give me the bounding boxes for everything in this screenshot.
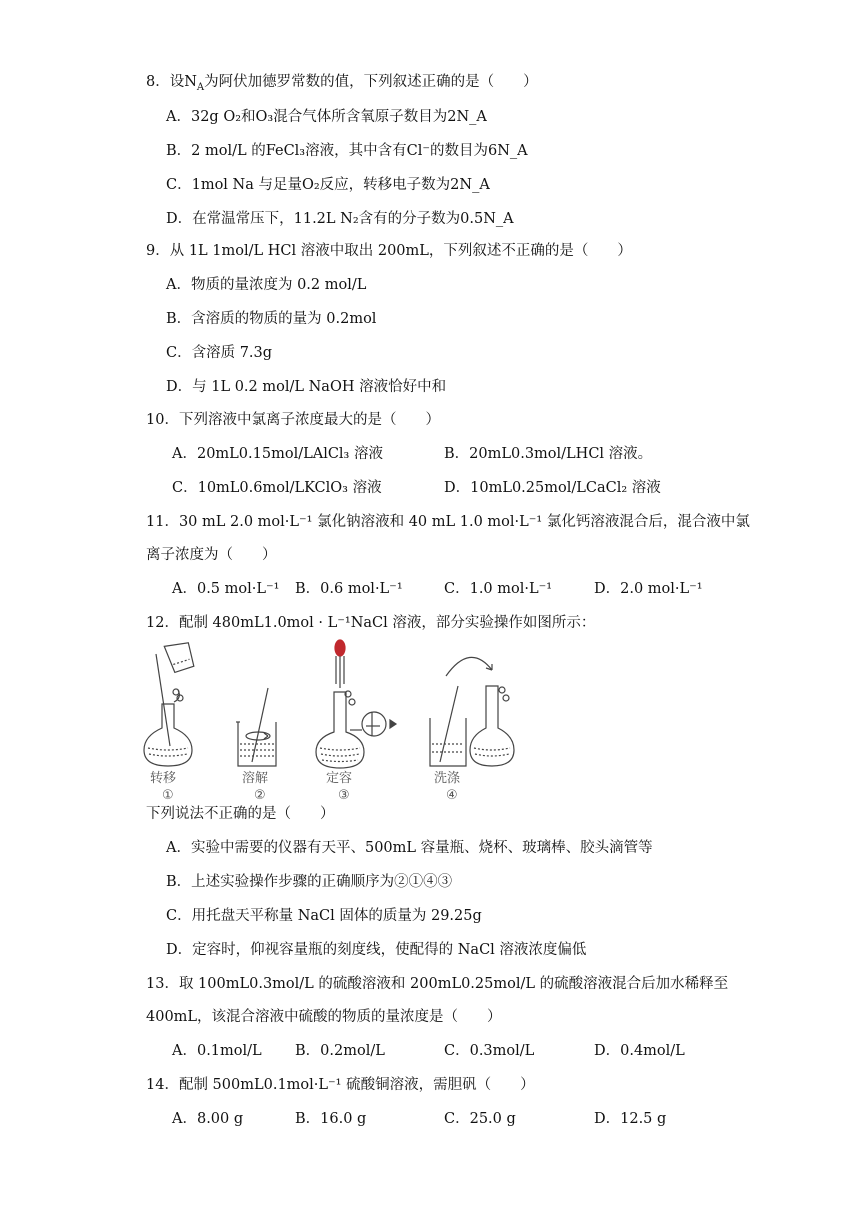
q9-option-a: A．物质的量浓度为 0.2 mol/L <box>166 277 367 293</box>
q11-option-c: C．1.0 mol·L⁻¹ <box>444 581 553 597</box>
q9-option-c: C．含溶质 7.3g <box>166 345 273 361</box>
q11-option-b: B．0.6 mol·L⁻¹ <box>295 581 403 597</box>
q10-option-c: C．10mL0.6mol/LKClO₃ 溶液 <box>172 480 382 496</box>
step-number-3: ③ <box>338 788 350 803</box>
q14-option-c: C．25.0 g <box>444 1111 516 1127</box>
step-number-4: ④ <box>446 788 458 803</box>
q8-option-b: B．2 mol/L 的FeCl₃溶液，其中含有Cl⁻的数目为6N_A <box>166 143 528 159</box>
q11-option-d: D．2.0 mol·L⁻¹ <box>594 581 703 597</box>
q10-stem: 10．下列溶液中氯离子浓度最大的是（ ） <box>146 412 440 428</box>
q12-option-c: C．用托盘天平称量 NaCl 固体的质量为 29.25g <box>166 908 482 924</box>
q12-prompt: 下列说法不正确的是（ ） <box>146 806 335 822</box>
q12-option-d: D．定容时，仰视容量瓶的刻度线，使配得的 NaCl 溶液浓度偏低 <box>166 942 587 958</box>
step-number-1: ① <box>162 788 174 803</box>
q9-stem: 9．从 1L 1mol/L HCl 溶液中取出 200mL，下列叙述不正确的是（ ） <box>146 243 632 259</box>
q12-option-b: B．上述实验操作步骤的正确顺序为②①④③ <box>166 874 453 890</box>
solution-prep-figure <box>140 636 520 804</box>
q12-stem: 12．配制 480mL1.0mol · L⁻¹NaCl 溶液，部分实验操作如图所示： <box>146 615 596 631</box>
q13-stem-line1: 13．取 100mL0.3mol/L 的硫酸溶液和 200mL0.25mol/L 的硫酸溶液混合后加水稀释至 <box>146 976 729 992</box>
q8-option-d: D．在常温常压下，11.2L N₂含有的分子数为0.5N_A <box>166 211 514 227</box>
q13-stem-line2: 400mL，该混合溶液中硫酸的物质的量浓度是（ ） <box>146 1009 502 1025</box>
q8-option-a: A．32g O₂和O₃混合气体所含氧原子数目为2N_A <box>166 109 487 125</box>
caption-washing: 洗涤 <box>434 771 461 786</box>
q8-option-c: C．1mol Na 与足量O₂反应，转移电子数为2N_A <box>166 177 490 193</box>
q10-option-d: D．10mL0.25mol/LCaCl₂ 溶液 <box>444 480 661 496</box>
caption-dissolve: 溶解 <box>242 771 269 786</box>
q9-option-b: B．含溶质的物质的量为 0.2mol <box>166 311 377 327</box>
step-number-2: ② <box>254 788 266 803</box>
caption-make-up-to-mark: 定容 <box>326 771 353 786</box>
q12-option-a: A．实验中需要的仪器有天平、500mL 容量瓶、烧杯、玻璃棒、胶头滴管等 <box>166 840 653 856</box>
q13-option-a: A．0.1mol/L <box>172 1043 262 1059</box>
make-up-to-mark-illustration <box>316 640 396 768</box>
q10-option-b: B．20mL0.3mol/LHCl 溶液。 <box>444 446 653 462</box>
q8-stem: 8．设$N_A$为阿伏加德罗常数的值，下列叙述正确的是（ ） <box>146 74 538 93</box>
dissolve-step-illustration <box>236 688 276 766</box>
q14-option-a: A．8.00 g <box>172 1111 244 1127</box>
q14-option-b: B．16.0 g <box>295 1111 367 1127</box>
q10-option-a: A．20mL0.15mol/LAlCl₃ 溶液 <box>172 446 383 462</box>
q11-stem-line2: 离子浓度为（ ） <box>146 547 277 563</box>
caption-transfer: 转移 <box>150 771 177 786</box>
q11-option-a: A．0.5 mol·L⁻¹ <box>172 581 280 597</box>
q11-stem-line1: 11．30 mL 2.0 mol·L⁻¹ 氯化钠溶液和 40 mL 1.0 mol·L⁻¹ 氯化钙溶液混合后，混合液中氯 <box>146 514 750 530</box>
q9-option-d: D．与 1L 0.2 mol/L NaOH 溶液恰好中和 <box>166 379 447 395</box>
q14-option-d: D．12.5 g <box>594 1111 667 1127</box>
transfer-step-illustration <box>144 639 196 766</box>
q14-stem: 14．配制 500mL0.1mol·L⁻¹ 硫酸铜溶液，需胆矾（ ） <box>146 1077 535 1093</box>
washing-step-illustration <box>430 657 514 766</box>
q13-option-c: C．0.3mol/L <box>444 1043 535 1059</box>
q13-option-b: B．0.2mol/L <box>295 1043 385 1059</box>
q13-option-d: D．0.4mol/L <box>594 1043 685 1059</box>
